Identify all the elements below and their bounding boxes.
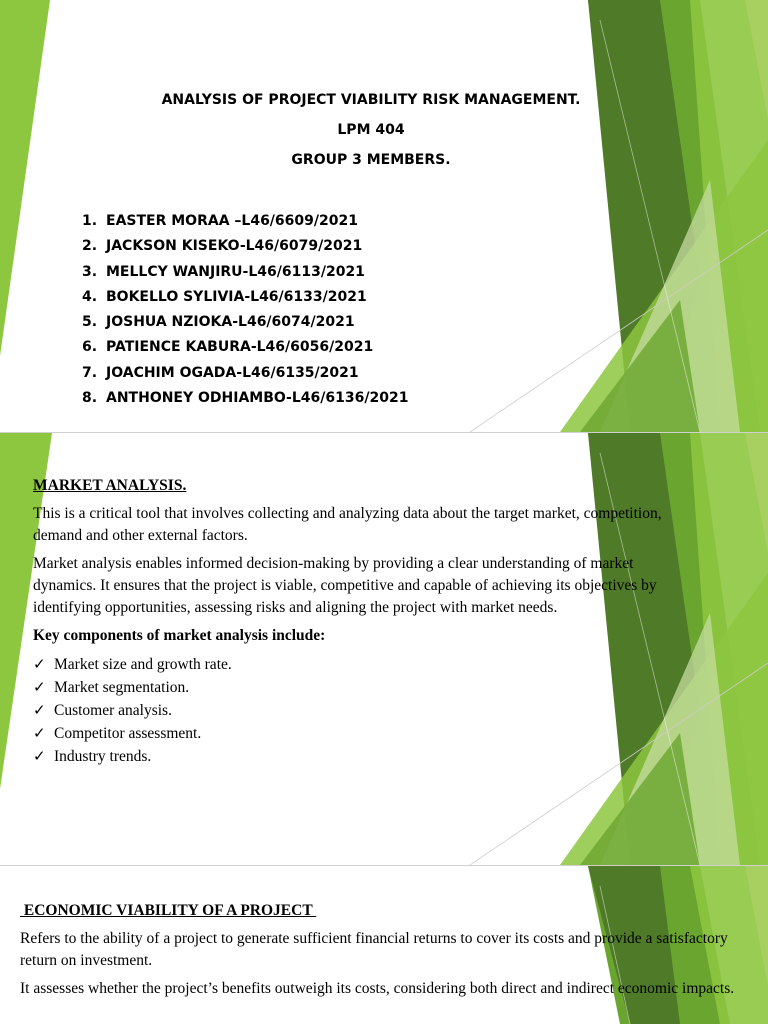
paragraph: Refers to the ability of a project to generate sufficient financial returns to cover its costs and provide a satisfactory return on investment. bbox=[20, 930, 728, 969]
list-item: ✓ Industry trends. bbox=[33, 745, 698, 768]
slide-title bbox=[0, 0, 768, 432]
title-block bbox=[0, 89, 742, 179]
list-item: 6. PATIENCE KABURA-L46/6056/2021 bbox=[82, 339, 374, 356]
check-icon: ✓ bbox=[33, 703, 46, 719]
list-item: ✓ Market segmentation. bbox=[33, 676, 698, 699]
market-analysis-body bbox=[33, 475, 698, 768]
presentation-title: ANALYSIS OF PROJECT VIABILITY RISK MANAGEMENT. bbox=[161, 92, 581, 108]
list-item: 3. MELLCY WANJIRU-L46/6113/2021 bbox=[82, 263, 365, 280]
subheading: Key components of market analysis include: bbox=[33, 627, 326, 644]
section-heading: ECONOMIC VIABILITY OF A PROJECT bbox=[20, 902, 317, 919]
economic-viability-body bbox=[20, 900, 740, 1006]
list-item: ✓ Customer analysis. bbox=[33, 699, 698, 722]
paragraph: This is a critical tool that involves collecting and analyzing data about the target market, competition, demand and other external factors. bbox=[33, 505, 662, 544]
paragraph: Market analysis enables informed decision-making by providing a clear understanding of market dynamics. It ensures that the project is viable, competitive and capable of achieving its objectives by identifying opportunities, assessing risks and aligning the project with market needs. bbox=[33, 555, 657, 616]
list-item: 5. JOSHUA NZIOKA-L46/6074/2021 bbox=[82, 314, 355, 331]
list-item: 4. BOKELLO SYLIVIA-L46/6133/2021 bbox=[82, 288, 367, 305]
list-item: 8. ANTHONEY ODHIAMBO-L46/6136/2021 bbox=[82, 390, 409, 407]
course-code: LPM 404 bbox=[337, 122, 405, 138]
list-item: ✓ Market size and growth rate. bbox=[33, 653, 698, 676]
check-icon: ✓ bbox=[33, 657, 46, 673]
paragraph: It assesses whether the project’s benefits outweigh its costs, considering both direct and indirect economic impacts. bbox=[20, 980, 735, 997]
components-list bbox=[33, 653, 698, 768]
list-item: 2. JACKSON KISEKO-L46/6079/2021 bbox=[82, 238, 363, 255]
check-icon: ✓ bbox=[33, 726, 46, 742]
group-label: GROUP 3 MEMBERS. bbox=[291, 152, 451, 168]
check-icon: ✓ bbox=[33, 680, 46, 696]
member-list bbox=[82, 210, 408, 412]
list-item: 1. EASTER MORAA –L46/6609/2021 bbox=[82, 213, 358, 229]
slide-economic-viability bbox=[0, 866, 768, 1024]
check-icon: ✓ bbox=[33, 749, 46, 765]
list-item: ✓ Competitor assessment. bbox=[33, 722, 698, 745]
list-item: 7. JOACHIM OGADA-L46/6135/2021 bbox=[82, 364, 359, 381]
section-heading: MARKET ANALYSIS. bbox=[33, 477, 187, 494]
slide-market-analysis bbox=[0, 433, 768, 865]
